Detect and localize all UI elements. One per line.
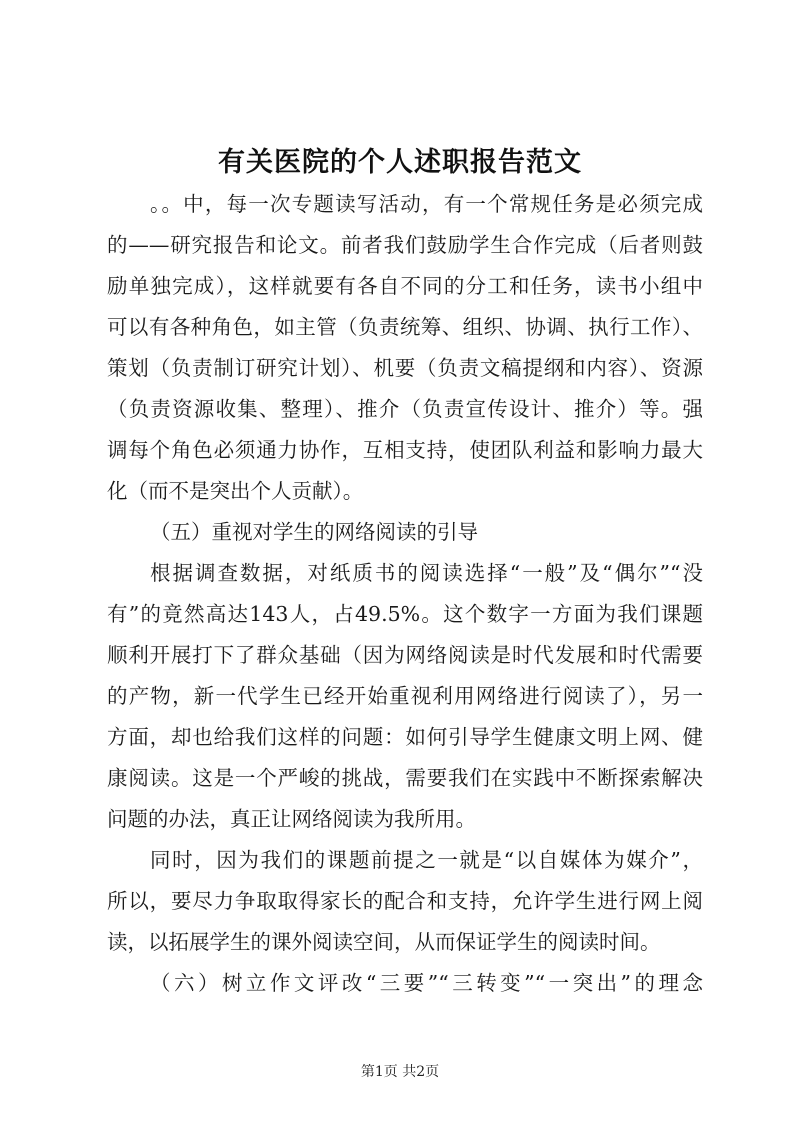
paragraph-line: 根据调查数据，对纸质书的阅读选择“一般”及“偶尔”“没 — [150, 561, 703, 585]
paragraph-line: 励单独完成），这样就要有各自不同的分工和任务，读书小组中 — [107, 274, 703, 298]
paragraph-line: 可以有各种角色，如主管（负责统筹、组织、协调、执行工作）、 — [107, 315, 703, 339]
paragraph-line: （负责资源收集、整理）、推介（负责宣传设计、推介）等。强 — [107, 397, 703, 421]
paragraph-line: 有”的竟然高达143人，占49.5%。这个数字一方面为我们课题 — [107, 602, 703, 626]
paragraph-line: 的产物，新一代学生已经开始重视利用网络进行阅读了），另一 — [107, 684, 703, 708]
paragraph-line: 的——研究报告和论文。前者我们鼓励学生合作完成（后者则鼓 — [107, 233, 703, 257]
paragraph-line: 康阅读。这是一个严峻的挑战，需要我们在实践中不断探索解决 — [107, 766, 703, 790]
section-heading: （六）树立作文评改“三要”“三转变”“一突出”的理念 — [150, 971, 703, 995]
section-heading: （五）重视对学生的网络阅读的引导 — [150, 520, 478, 544]
paragraph-line: 问题的办法，真正让网络阅读为我所用。 — [107, 807, 476, 831]
paragraph-line: 读，以拓展学生的课外阅读空间，从而保证学生的阅读时间。 — [107, 930, 661, 954]
paragraph-line: 顺利开展打下了群众基础（因为网络阅读是时代发展和时代需要 — [107, 643, 703, 667]
page-footer: 第1页 共2页 — [360, 1064, 440, 1080]
document-title: 有关医院的个人述职报告范文 — [218, 147, 582, 178]
paragraph-line: 调每个角色必须通力协作，互相支持，使团队利益和影响力最大 — [107, 438, 703, 462]
paragraph-line: 所以，要尽力争取取得家长的配合和支持，允许学生进行网上阅 — [107, 889, 703, 913]
paragraph-line: 方面，却也给我们这样的问题：如何引导学生健康文明上网、健 — [107, 725, 703, 749]
paragraph-line: 化（而不是突出个人贡献）。 — [107, 479, 364, 503]
paragraph-line: 策划（负责制订研究计划）、机要（负责文稿提纲和内容）、资源 — [107, 356, 703, 380]
paragraph-line: 同时，因为我们的课题前提之一就是“以自媒体为媒介”， — [150, 848, 703, 872]
paragraph-line: 。。中，每一次专题读写活动，有一个常规任务是必须完成 — [150, 192, 703, 216]
